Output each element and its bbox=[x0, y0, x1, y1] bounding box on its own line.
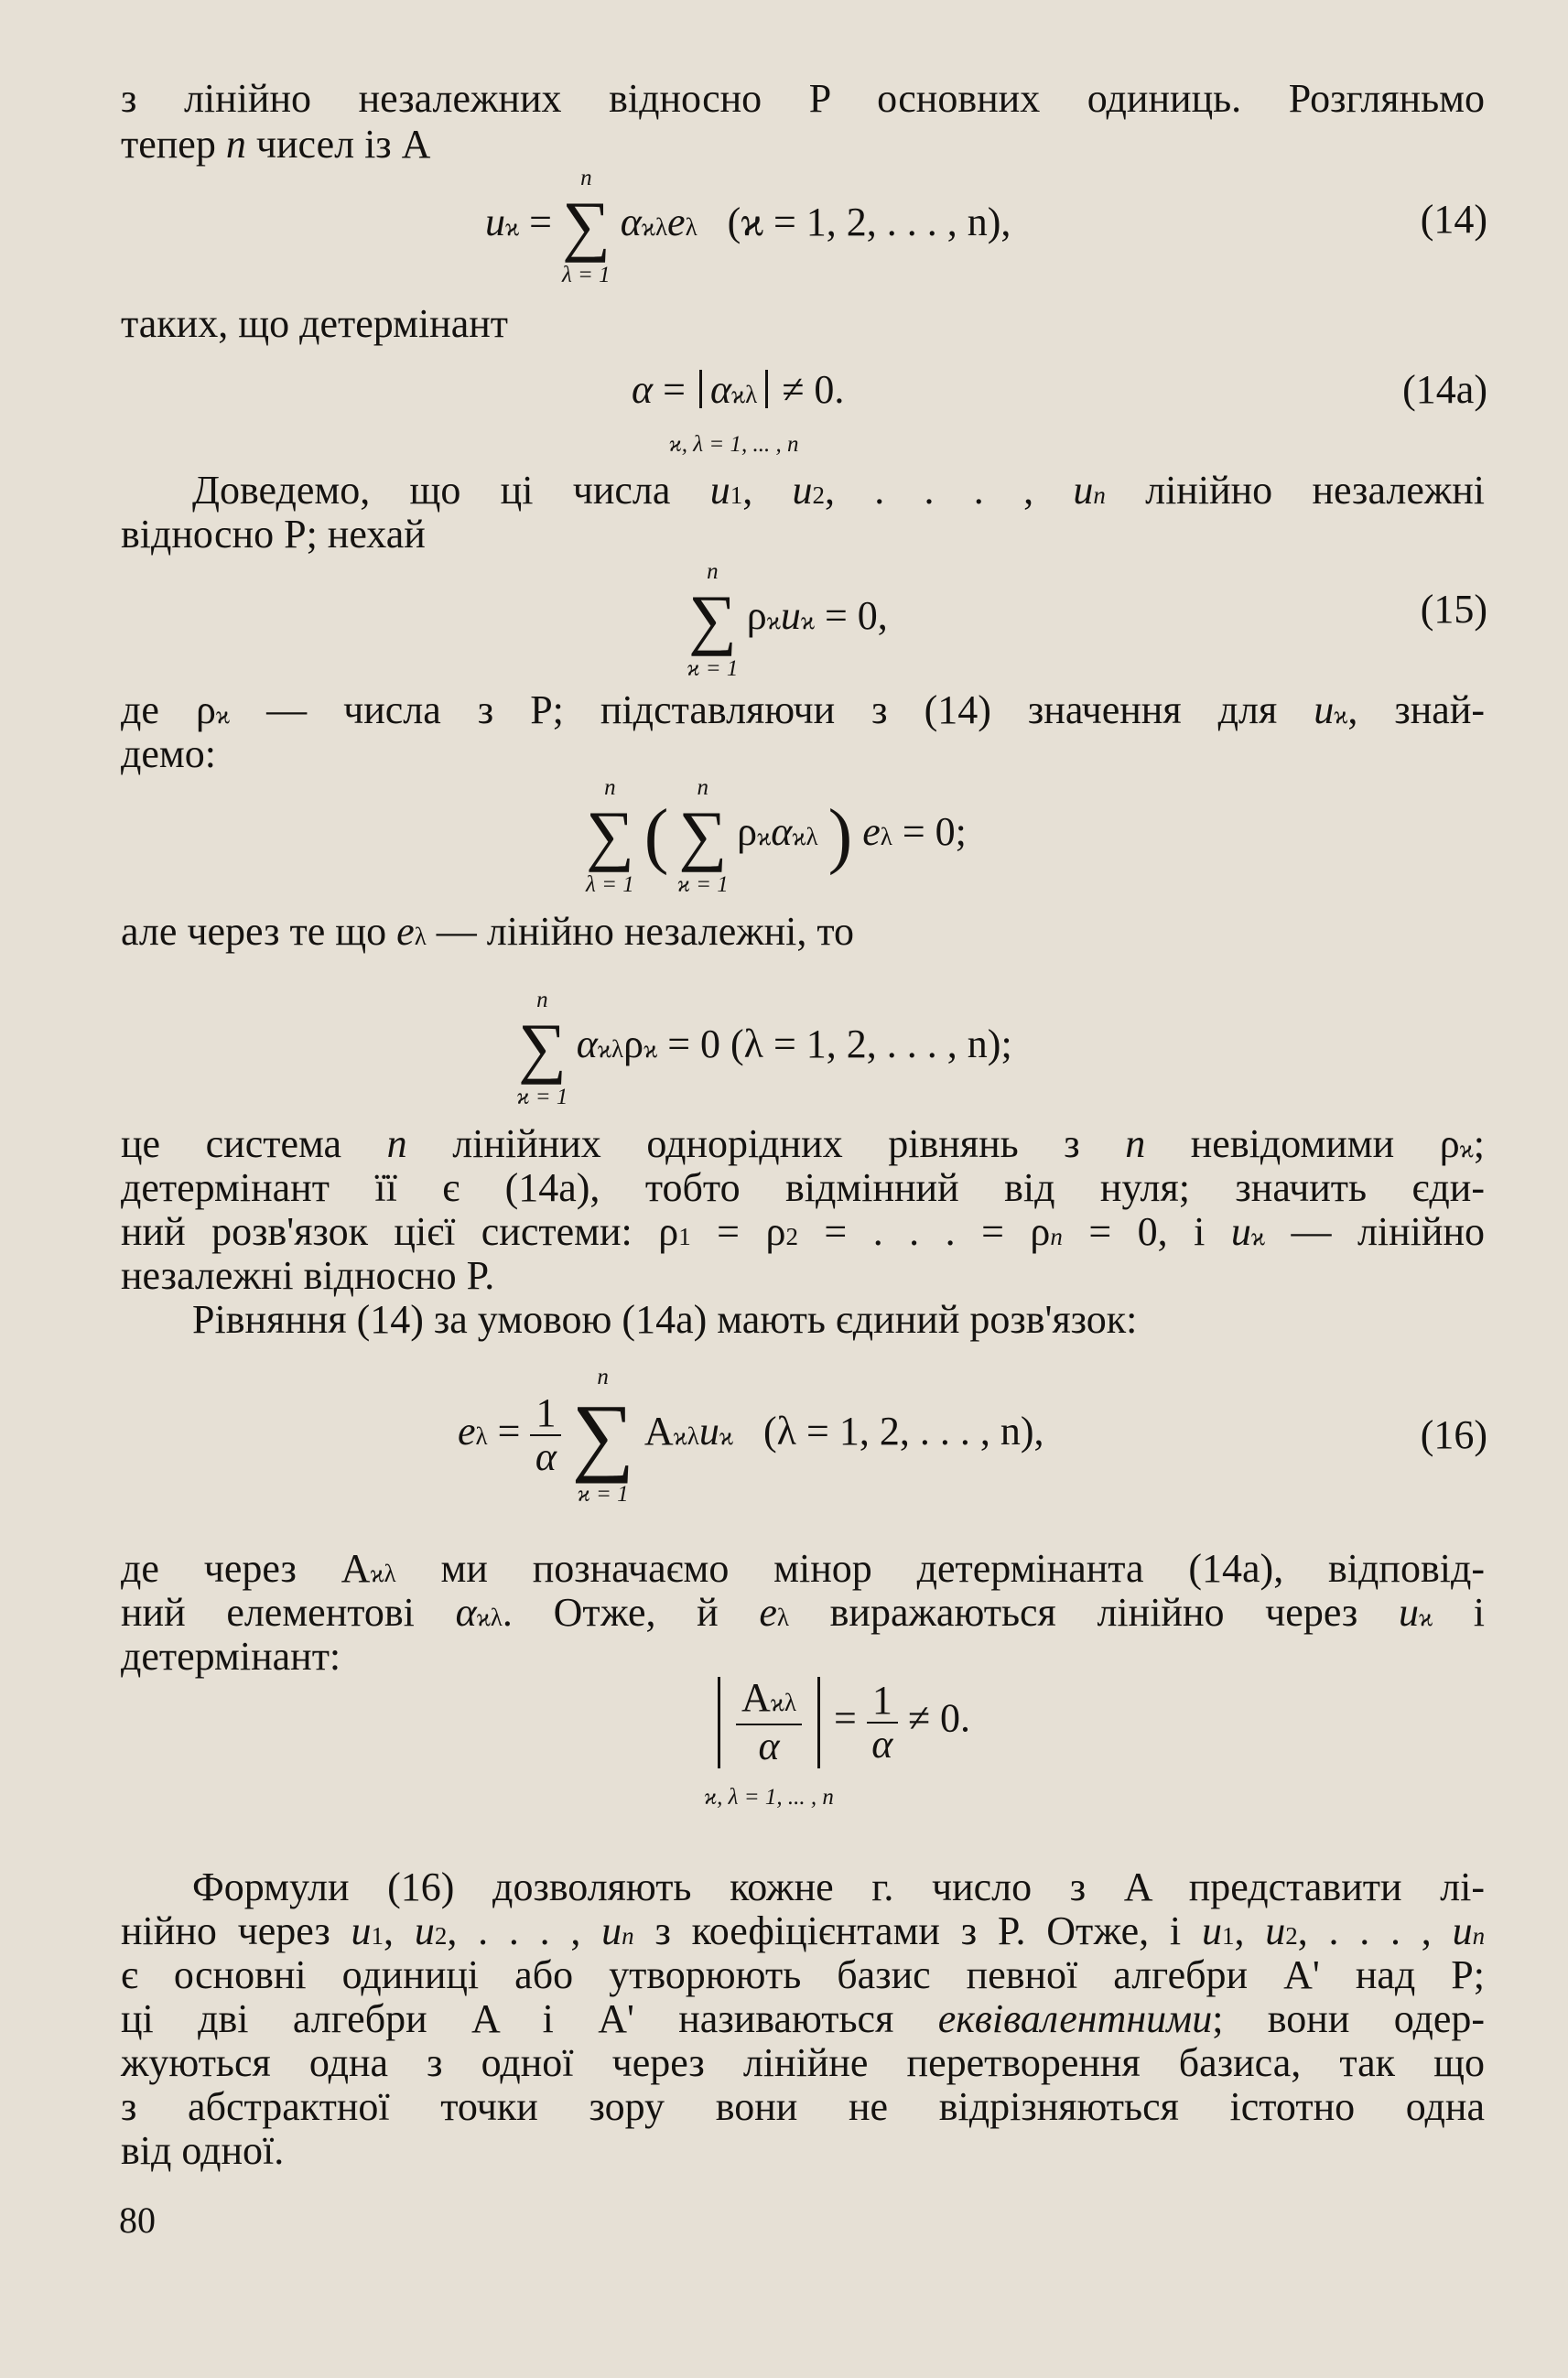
equation-system: ∑ n ϰ = 1 αϰλρϰ = 0 (λ = 1, 2, . . . , n); bbox=[516, 988, 1012, 1109]
text-line: детермінант її є (14a), тобто відмінний від нуля; значить єди- bbox=[121, 1165, 1485, 1210]
text-line: детермінант: bbox=[121, 1634, 341, 1679]
text-line: демо: bbox=[121, 731, 216, 776]
text-line: Рівняння (14) за умовою (14a) мають єдиний розв'язок: bbox=[192, 1297, 1138, 1342]
equation-determinant: $\frac{\text{Aϰλ}}{\alpha}$ ϰ, λ = 1, ... , n = $\frac{1}{\alpha}$ ≠ 0. bbox=[704, 1675, 970, 1810]
equation-number: (16) bbox=[1420, 1412, 1487, 1457]
text-line: є основні одиниці або утворюють базис певної алгебри A' над P; bbox=[121, 1952, 1485, 1997]
text-line: з абстрактної точки зору вони не відрізняються істотно одна bbox=[121, 2084, 1485, 2129]
text-line: відносно P; нехай bbox=[121, 512, 426, 557]
equation-number: (14) bbox=[1420, 197, 1487, 242]
text-line: ний розв'язок цієї системи: ρ1 = ρ2 = . . . = ρn = 0, і uϰ — лінійно bbox=[121, 1209, 1485, 1254]
text-line: незалежні відносно P. bbox=[121, 1253, 495, 1298]
text-line: від одної. bbox=[121, 2128, 285, 2173]
text-line: таких, що детермінант bbox=[121, 301, 509, 346]
text-line: але через те що eλ — лінійно незалежні, то bbox=[121, 909, 855, 954]
text-line: де ρϰ — числа з P; підставляючи з (14) значення для uϰ, знай- bbox=[121, 687, 1486, 732]
equation-substituted: ∑ n λ = 1 ( ∑ n ϰ = 1 ρϰαϰλ ) eλ = 0; bbox=[586, 775, 967, 897]
text-line: жуються одна з одної через лінійне перетворення базиса, так що bbox=[121, 2040, 1485, 2085]
equation-number: (14a) bbox=[1402, 367, 1487, 412]
equation-15: ∑ n ϰ = 1 ρϰuϰ = 0, bbox=[687, 559, 888, 681]
text-line: де через Aϰλ ми позначаємо мінор детермінанта (14a), відповід- bbox=[121, 1546, 1486, 1591]
page-number: 80 bbox=[119, 2200, 156, 2241]
equation-14: uϰ = ∑ n λ = 1 αϰλeλ (ϰ = 1, 2, . . . , n), bbox=[485, 166, 1011, 287]
equation-number: (15) bbox=[1420, 587, 1487, 632]
text-line: це система n лінійних однорідних рівнянь з n невідомими ρϰ; bbox=[121, 1121, 1486, 1166]
text-line: Формули (16) дозволяють кожне г. число з A представити лі- bbox=[192, 1865, 1485, 1909]
text-line: з лінійно незалежних відносно P основних одиниць. Розгляньмо bbox=[121, 76, 1485, 121]
text-line: ний елементові αϰλ. Отже, й eλ виражаються лінійно через uϰ і bbox=[121, 1590, 1485, 1635]
text-line: нійно через u1, u2, . . . , un з коефіцієнтами з P. Отже, і u1, u2, . . . , un bbox=[121, 1908, 1486, 1953]
text-line: Доведемо, що ці числа u1, u2, . . . , un лінійно незалежні bbox=[192, 468, 1486, 513]
equation-14a: α = αϰλ ϰ, λ = 1, ... , n ≠ 0. bbox=[632, 367, 845, 457]
text-line: тепер n чисел із A bbox=[121, 122, 431, 167]
text-line: ці дві алгебри A і A' називаються еквівалентними; вони одер- bbox=[121, 1996, 1486, 2041]
equation-16: eλ = $\frac{1}{\alpha}$ ∑ n ϰ = 1 Aϰλuϰ (λ = 1, 2, . . . , n), bbox=[458, 1365, 1044, 1507]
